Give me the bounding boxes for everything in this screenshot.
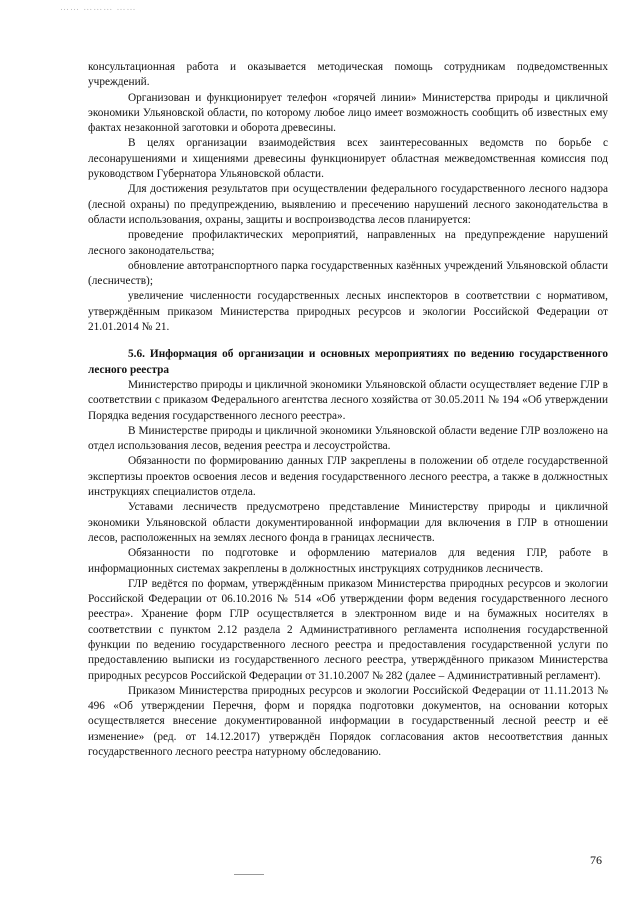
footer-scan-mark — [234, 874, 264, 875]
paragraph-bottom-1: В Министерстве природы и цикличной экономики Ульяновской области ведение ГЛР возложено на отдел использования лесов, ведения реестра и лесоустройства. — [88, 424, 608, 453]
page-number: 76 — [590, 853, 602, 867]
paragraph-top-5: обновление автотранспортного парка государственных казённых учреждений Ульяновской области (лесничеств); — [88, 259, 608, 288]
paragraph-bottom-3: Уставами лесничеств предусмотрено представление Министерству природы и цикличной экономики Ульяновской области документированной информации для включения в ГЛР в отношении лесов, расположенных на землях лесного фонда в границах лесничеств. — [88, 501, 608, 544]
paragraph-top-3: Для достижения результатов при осуществлении федерального государственного лесного надзора (лесной охраны) по предупреждению, выявлению и пресечению нарушений лесного законодательства в области использования, охраны, защиты и воспроизводства лесов планируется: — [88, 183, 608, 226]
paragraph-bottom-5: ГЛР ведётся по формам, утверждённым приказом Министерства природных ресурсов и экологии Российской Федерации от 06.10.2016 № 514 «Об утверждении форм ведения государственного лесного реестра». Хранение форм ГЛР осуществляется в электронном виде и на бумажных носителях в соответствии с пунктом 2.12 раздела 2 Административного регламента исполнения государственной функции по ведению государственного лесного реестра и предоставления государственной услуги по предоставлению выписки из государственного лесного реестра, утверждённого приказом Министерства природных ресурсов Российской Федерации от 31.10.2007 № 282 (далее – Административный регламент). — [88, 577, 608, 682]
paragraph-bottom-6: Приказом Министерства природных ресурсов и экологии Российской Федерации от 11.11.2013 № 496 «Об утверждении Перечня, форм и порядка подготовки документов, на основании которых осуществляется внесение документированной информации в государственный лесной реестр и её изменение» (ред. от 14.12.2017) утверждён Порядок согласования актов несоответствия данных государственного лесного реестра натурному обследованию. — [88, 684, 608, 759]
paragraph-top-6: увеличение численности государственных лесных инспекторов в соответствии с нормативом, утверждённым приказом Министерства природных ресурсов и экологии Российской Федерации от 21.01.2014 № 21. — [88, 290, 608, 334]
paragraph-bottom-4: Обязанности по подготовке и оформлению материалов для ведения ГЛР, работе в информационных системах закреплены в должностных инструкциях сотрудников лесничеств. — [88, 547, 608, 575]
paragraph-top-1: Организован и функционирует телефон «горячей линии» Министерства природы и цикличной экономики Ульяновской области, по которому любое лицо имеет возможность сообщить об известных ему фактах незаконной заготовки и оборота древесины. — [88, 91, 608, 135]
paragraph-top-2: В целях организации взаимодействия всех заинтересованных ведомств по борьбе с лесонарушениями и хищениями древесины функционирует областная межведомственная комиссия под руководством Губернатора Ульяновской области. — [88, 137, 608, 181]
document-body — [88, 60, 608, 760]
paragraph-top-0: консультационная работа и оказывается методическая помощь сотрудникам подведомственных учреждений. — [88, 61, 608, 89]
paragraph-bottom-2: Обязанности по формированию данных ГЛР закреплены в положении об отделе государственной экспертизы проектов освоения лесов и ведения государственного лесного реестра, а также в должностных инструкциях специалистов отдела. — [88, 455, 608, 499]
paragraph-top-4: проведение профилактических мероприятий, направленных на предупреждение нарушений лесного законодательства; — [88, 229, 608, 257]
paragraph-bottom-0: Министерство природы и цикличной экономики Ульяновской области осуществляет ведение ГЛР в соответствии с приказом Федерального агентства лесного хозяйства от 30.05.2011 № 194 «Об утверждении Порядка ведения государственного лесного реестра». — [88, 378, 608, 422]
scan-header-mark: …… ……… …… — [60, 2, 137, 12]
section-heading: 5.6. Информация об организации и основных мероприятиях по ведению государственного лесного реестра — [88, 348, 608, 376]
